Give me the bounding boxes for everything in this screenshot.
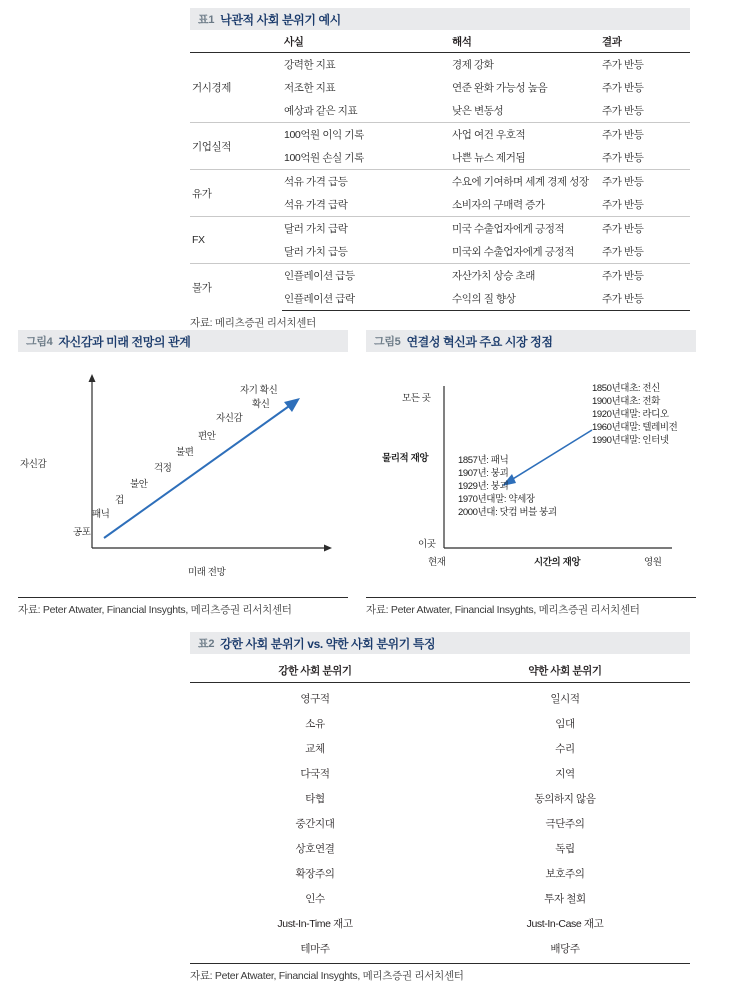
table1-interp-cell: 경제 강화 <box>452 59 494 71</box>
figure5-x-left-label: 현재 <box>428 557 446 568</box>
table1-result-cell: 주가 반등 <box>602 246 644 258</box>
table-row <box>190 264 690 288</box>
figure5-x-right-label: 영원 <box>644 557 662 568</box>
table1-interp-cell: 미국 수출업자에게 긍정적 <box>450 217 600 241</box>
figure5-x-axis-label: 시간의 재앙 <box>534 557 581 568</box>
table1-caption <box>190 8 690 30</box>
table2-strong-cell: 타협 <box>305 793 325 805</box>
figure5-y-axis-label: 물리적 재앙 <box>382 453 429 464</box>
table2-weak-cell: 일시적 <box>550 693 580 705</box>
figure5-y-bottom-label: 이곳 <box>418 539 436 550</box>
table2-weak-cell: 동의하지 않음 <box>534 793 596 805</box>
table1-tag: 표1 <box>198 14 215 26</box>
table-row <box>190 683 690 712</box>
figure4-caption <box>18 330 348 352</box>
figure4-plot <box>18 352 348 597</box>
figure5-innovation-2: 1900년대초: 전화 <box>592 396 660 407</box>
table1-fact-cell: 달러 가치 급등 <box>284 246 348 258</box>
figure4-point-bulan: 불안 <box>130 479 148 490</box>
figure4-point-self-conviction: 자기 확신 <box>240 385 278 396</box>
figure5-peak-4: 1970년대말: 약세장 <box>458 494 535 505</box>
table2-head <box>190 654 690 683</box>
table1-result-cell: 주가 반등 <box>602 59 644 71</box>
table2 <box>190 654 690 964</box>
table1-interp-cell: 연준 완화 가능성 높음 <box>452 82 548 94</box>
table-row <box>190 711 690 736</box>
table2-title: 강한 사회 분위기 vs. 약한 사회 분위기 특징 <box>220 636 436 651</box>
figure4-point-conviction: 확신 <box>252 399 270 410</box>
table2-col-weak: 약한 사회 분위기 <box>440 658 690 683</box>
figure4-tag: 그림4 <box>26 336 53 348</box>
figure4-y-axis-label: 자신감 <box>20 459 47 470</box>
table2-source: 자료: Peter Atwater, Financial Insyghts, 메리츠증권 리서치센터 <box>190 970 464 982</box>
table-row <box>190 123 690 147</box>
table2-header-row <box>190 658 690 683</box>
table-row <box>190 170 690 194</box>
table1-interp-cell: 나쁜 뉴스 제거됨 <box>452 152 526 164</box>
figure4-point-gongpo: 공포 <box>73 527 91 538</box>
figure5-plot <box>366 352 696 597</box>
table1-fact-cell: 100억원 이익 기록 <box>282 123 450 147</box>
table1-fact-cell: 석유 가격 급등 <box>282 170 450 194</box>
table-row <box>190 911 690 936</box>
table-row <box>190 811 690 836</box>
table1-title: 낙관적 사회 분위기 예시 <box>220 12 341 27</box>
table-row <box>190 53 690 77</box>
table1-result-cell: 주가 반등 <box>600 217 690 241</box>
table2-strong-cell: 소유 <box>305 718 325 730</box>
table2-tag: 표2 <box>198 638 215 650</box>
table1-result-cell: 주가 반등 <box>602 105 644 117</box>
figure4-block <box>18 330 348 617</box>
table1-interp-cell: 수요에 기여하며 세계 경제 성장 <box>450 170 600 194</box>
table2-strong-cell: 테마주 <box>190 936 440 964</box>
table2-col-strong: 강한 사회 분위기 <box>190 658 440 683</box>
table2-strong-cell: 인수 <box>305 893 325 905</box>
table1-interp-cell: 낮은 변동성 <box>452 105 504 117</box>
table1-group-cell: 물가 <box>190 264 282 311</box>
table1-fact-cell: 인플레이션 급락 <box>282 287 450 311</box>
figure5-tag: 그림5 <box>374 336 401 348</box>
figure5-innovation-4: 1960년대말: 텔레비전 <box>592 422 678 433</box>
figure4-point-geokjeong: 걱정 <box>154 463 172 474</box>
table1-source: 자료: 메리츠증권 리서치센터 <box>190 317 316 329</box>
table2-weak-cell: 수리 <box>555 743 575 755</box>
table-row <box>190 761 690 786</box>
figure5-block <box>366 330 696 617</box>
figure4-x-axis-label: 미래 전망 <box>188 567 226 578</box>
table1-col-fact: 사실 <box>282 30 450 53</box>
table1-head <box>190 30 690 53</box>
table1 <box>190 30 690 311</box>
figure4-point-bulpyeon: 불편 <box>176 447 194 458</box>
table1-header-row <box>190 30 690 53</box>
table2-strong-cell: 교체 <box>305 743 325 755</box>
table-row <box>190 836 690 861</box>
figure5-innovation-1: 1850년대초: 전신 <box>592 383 660 394</box>
table1-interp-cell: 사업 여건 우호적 <box>450 123 600 147</box>
table1-col-interp: 해석 <box>450 30 600 53</box>
figure5-caption <box>366 330 696 352</box>
figure4-svg <box>18 352 348 597</box>
table-row <box>190 861 690 886</box>
figure4-point-jasingam: 자신감 <box>216 413 243 424</box>
table2-block <box>190 632 690 983</box>
table1-interp-cell: 소비자의 구매력 증가 <box>452 199 545 211</box>
table1-group-cell: FX <box>190 217 282 264</box>
table2-weak-cell: 배당주 <box>440 936 690 964</box>
figure5-peak-5: 2000년대: 닷컴 버블 붕괴 <box>458 507 557 518</box>
table2-weak-cell: Just-In-Case 재고 <box>526 918 604 930</box>
table2-strong-cell: 중간지대 <box>295 818 335 830</box>
figure4-title: 자신감과 미래 전망의 관계 <box>58 334 191 349</box>
figure4-point-panic: 패닉 <box>92 509 110 520</box>
figure5-footer <box>366 597 696 617</box>
table1-result-cell: 주가 반등 <box>602 152 644 164</box>
table1-body <box>190 53 690 311</box>
figure5-title: 연결성 혁신과 주요 시장 정점 <box>406 334 553 349</box>
table1-fact-cell: 석유 가격 급락 <box>284 199 348 211</box>
table2-strong-cell: 확장주의 <box>295 868 335 880</box>
figure4-point-gup: 겁 <box>115 495 124 506</box>
table2-strong-cell: 상호연결 <box>295 843 335 855</box>
table1-result-cell: 주가 반등 <box>602 82 644 94</box>
figure5-peak-3: 1929년: 붕괴 <box>458 481 509 492</box>
figure5-innovation-3: 1920년대말: 라디오 <box>592 409 669 420</box>
table2-body <box>190 683 690 964</box>
figure4-footer <box>18 597 348 617</box>
table1-col-group <box>190 30 282 53</box>
table2-weak-cell: 독립 <box>555 843 575 855</box>
table-row <box>190 936 690 964</box>
table1-group-cell: 유가 <box>190 170 282 217</box>
table-row <box>190 786 690 811</box>
table1-fact-cell: 인플레이션 급등 <box>282 264 450 288</box>
table1-fact-cell: 달러 가치 급락 <box>282 217 450 241</box>
table1-fact-cell: 강력한 지표 <box>284 59 336 71</box>
figure5-peak-1: 1857년: 패닉 <box>458 455 509 466</box>
table1-result-cell: 주가 반등 <box>602 199 644 211</box>
table2-caption <box>190 632 690 654</box>
figure4-source: 자료: Peter Atwater, Financial Insyghts, 메리츠증권 리서치센터 <box>18 604 292 616</box>
figure5-peak-2: 1907년: 붕괴 <box>458 468 509 479</box>
table1-block <box>190 8 690 330</box>
table1-interp-cell: 미국외 수출업자에게 긍정적 <box>452 246 574 258</box>
table1-fact-cell: 100억원 손실 기록 <box>284 152 364 164</box>
table1-interp-cell: 자산가치 상승 초래 <box>450 264 600 288</box>
table1-interp-cell: 수익의 질 향상 <box>450 287 600 311</box>
table1-result-cell: 주가 반등 <box>600 264 690 288</box>
figure4-point-pyeonan: 편안 <box>198 431 216 442</box>
figure5-y-top-label: 모든 곳 <box>402 393 431 404</box>
figure5-source: 자료: Peter Atwater, Financial Insyghts, 메리츠증권 리서치센터 <box>366 604 640 616</box>
table1-fact-cell: 예상과 같은 지표 <box>284 105 358 117</box>
table-row <box>190 886 690 911</box>
table1-result-cell: 주가 반등 <box>600 170 690 194</box>
table2-strong-cell: 영구적 <box>300 693 330 705</box>
figure5-innovation-5: 1990년대말: 인터넷 <box>592 435 669 446</box>
table1-fact-cell: 저조한 지표 <box>284 82 336 94</box>
table2-strong-cell: Just-In-Time 재고 <box>277 918 353 930</box>
table1-group-cell: 기업실적 <box>190 123 282 170</box>
table2-weak-cell: 보호주의 <box>545 868 585 880</box>
table2-weak-cell: 임대 <box>555 718 575 730</box>
table2-weak-cell: 극단주의 <box>545 818 585 830</box>
table2-strong-cell: 다국적 <box>300 768 330 780</box>
table2-weak-cell: 지역 <box>555 768 575 780</box>
table1-group-cell: 거시경제 <box>192 82 231 94</box>
table1-result-cell: 주가 반등 <box>600 123 690 147</box>
table1-result-cell: 주가 반등 <box>600 287 690 311</box>
table-row <box>190 736 690 761</box>
table-row <box>190 217 690 241</box>
table1-col-result: 결과 <box>600 30 690 53</box>
table2-weak-cell: 투자 철회 <box>544 893 586 905</box>
